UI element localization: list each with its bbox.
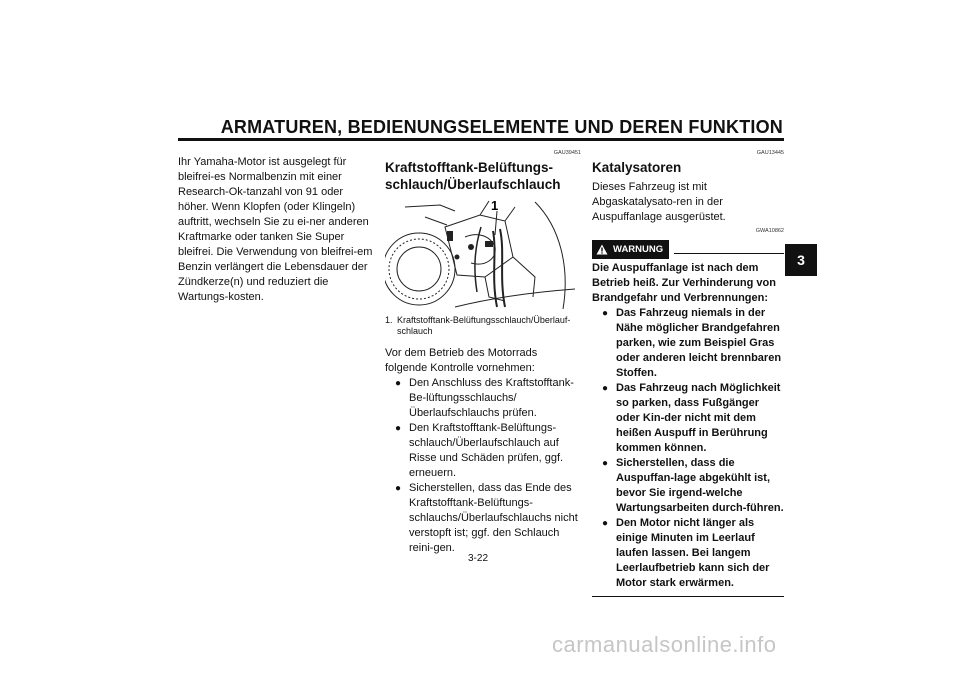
bullet-icon: ● [602,518,609,529]
list-item: ● Den Motor nicht länger als einige Minuten im Leerlauf laufen lassen. Bei langem Leerlaufbetrieb kann sich der Motor stark erwärmen. [592,516,784,591]
column-2 [385,150,581,556]
figure-caption [385,315,581,337]
bullet-icon: ● [395,483,402,494]
warning-label: WARNUNG [613,244,664,255]
page-number: 3-22 [468,553,489,564]
bullet-icon: ● [395,378,402,389]
watermark: carmanualsonline.info [552,632,777,657]
list-item: ● Das Fahrzeug nach Möglichkeit so parken, dass Fußgänger oder Kin-der nicht mit dem heißen Auspuff in Berührung kommen können. [592,381,784,456]
list-item: ● Den Kraftstofftank-Belüftungs-schlauch/Überlaufschlauch auf Risse und Schäden prüfen, ggf. erneuern. [385,421,581,481]
figure-callout-1: 1 [491,198,499,213]
column-3 [592,150,784,597]
list-item: ● Sicherstellen, dass das Ende des Kraftstofftank-Belüftungs-schlauchs/Überlaufschlauchs nicht verstopft ist; ggf. den Schlauch reini-gen. [385,481,581,556]
catalyst-text: Dieses Fahrzeug ist mit Abgaskatalysato-ren in der Auspuffanlage ausgerüstet. [592,181,726,223]
check-intro: Vor dem Betrieb des Motorrads folgende Kontrolle vornehmen: [385,347,538,374]
warning-triangle-icon [596,244,608,255]
warning-badge [592,240,669,259]
page-header-title: ARMATUREN, BEDIENUNGSELEMENTE UND DEREN FUNKTION [220,117,783,137]
check-list [385,376,581,556]
bullet-icon: ● [602,383,609,394]
list-item: ● Das Fahrzeug niemals in der Nähe möglicher Brandgefahren parken, wie zum Beispiel Gras oder anderen leicht brennbaren Stoffen. [592,306,784,381]
bullet-icon: ● [602,308,609,319]
section-heading: Katalysatoren [592,160,682,175]
chapter-tab: 3 [785,244,817,276]
hose-figure [385,197,581,312]
warning-list [592,306,784,591]
fuel-paragraph: Ihr Yamaha-Motor ist ausgelegt für bleifrei-es Normalbenzin mit einer Research-Ok-tanzahl von 91 oder höher. Wenn Klopfen (oder Klingeln) auftritt, wechseln Sie zu ei-ner anderen Kraftmarke oder tanken Sie Super bleifrei. Die Verwendung von bleifrei-em Benzin verlängert die Lebensdauer der Zündkerze(n) und reduziert die Wartungs-kosten. [178,156,373,303]
caption-number: 1. [385,315,393,325]
list-item: ● Sicherstellen, dass die Auspuffan-lage abgekühlt ist, bevor Sie irgend-welche Wartungsarbeiten durch-führen. [592,456,784,516]
section-code: GAU13445 [756,150,784,156]
bullet-icon: ● [602,458,609,469]
list-item: ● Den Anschluss des Kraftstofftank-Be-lüftungsschlauchs/Überlaufschlauchs prüfen. [385,376,581,421]
bullet-icon: ● [395,423,402,434]
warning-end-rule [592,596,784,597]
hose-illustration [385,197,581,312]
column-1 [178,155,374,305]
section-code: GAU39451 [553,150,581,156]
header-rule [178,138,784,141]
warning-header [592,240,784,259]
warning-body [592,261,784,591]
section-heading: Kraftstofftank-Belüftungs-schlauch/Überlaufschlauch [385,160,561,192]
warning-code: GWA10862 [755,228,784,234]
warning-rule [674,253,784,254]
caption-text: Kraftstofftank-Belüftungsschlauch/Überlauf-schlauch [397,315,571,336]
warning-intro: Die Auspuffanlage ist nach dem Betrieb heiß. Zur Verhinderung von Brandgefahr und Verbrennungen: [592,262,776,304]
